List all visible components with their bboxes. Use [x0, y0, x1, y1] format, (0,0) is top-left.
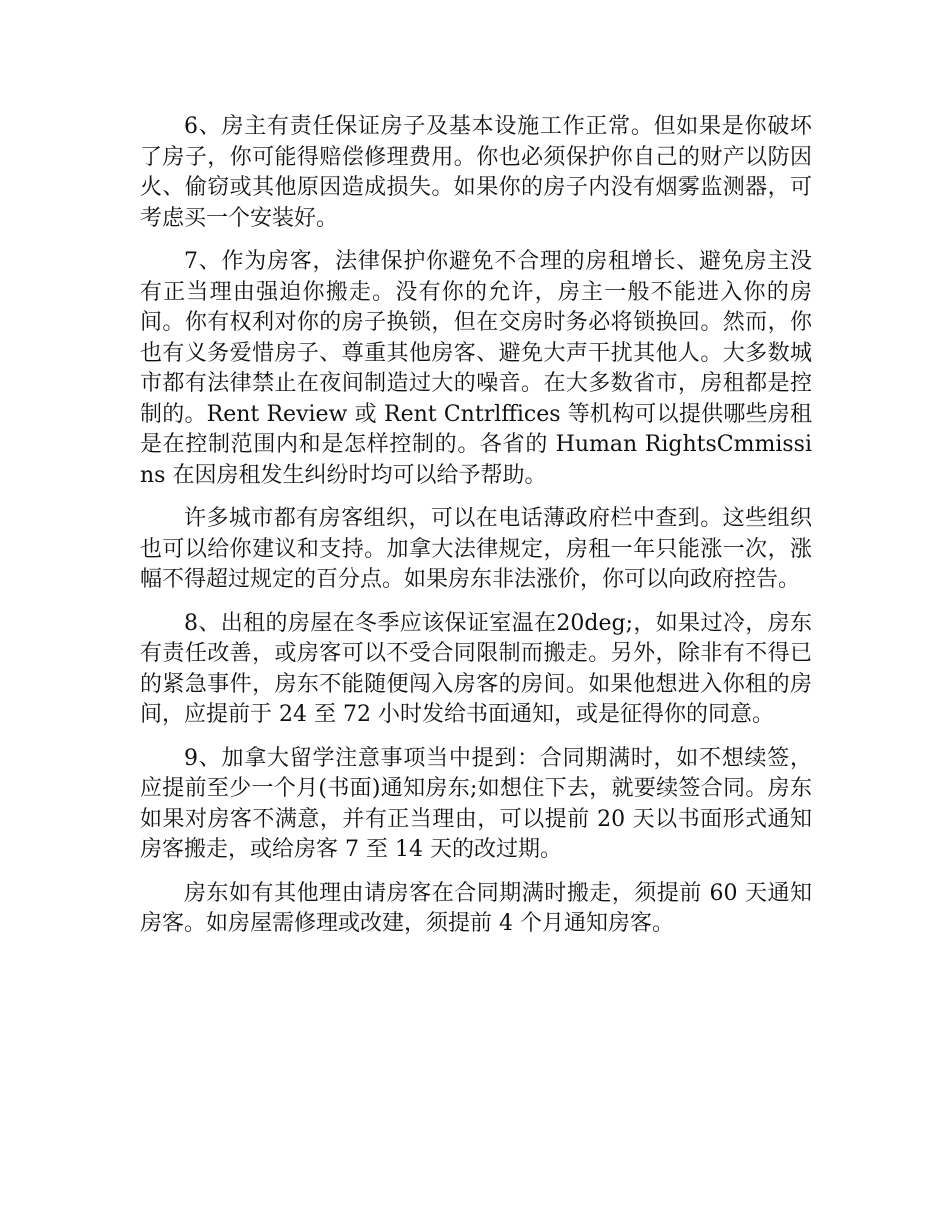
paragraph-contract-expiry: 9、加拿大留学注意事项当中提到：合同期满时，如不想续签，应提前至少一个月(书面)通知房东;如想住下去，就要续签合同。房东如果对房客不满意，并有正当理由，可以提前 20 天以书面形式通知房客搬走，或给房客 7 至 14 天的改过期。: [140, 745, 812, 862]
paragraph-landlord-responsibility: 6、房主有责任保证房子及基本设施工作正常。但如果是你破坏了房子，你可能得赔偿修理费用。你也必须保护你自己的财产以防因火、偷窃或其他原因造成损失。如果你的房子内没有烟雾监测器，可考虑买一个安装好。: [140, 114, 812, 231]
document-body: [140, 112, 812, 953]
paragraph-tenant-organizations: 许多城市都有房客组织，可以在电话薄政府栏中查到。这些组织也可以给你建议和支持。加拿大法律规定，房租一年只能涨一次，涨幅不得超过规定的百分点。如果房东非法涨价，你可以向政府控告。: [140, 506, 812, 592]
paragraph-notice-period: 房东如有其他理由请房客在合同期满时搬走，须提前 60 天通知房客。如房屋需修理或改建，须提前 4 个月通知房客。: [140, 880, 812, 936]
paragraph-tenant-protection: 7、作为房客，法律保护你避免不合理的房租增长、避免房主没有正当理由强迫你搬走。没有你的允许，房主一般不能进入你的房间。你有权利对你的房子换锁，但在交房时务必将锁换回。然而，你也有义务爱惜房子、尊重其他房客、避免大声干扰其他人。大多数城市都有法律禁止在夜间制造过大的噪音。在大多数省市，房租都是控制的。Rent Review 或 Rent Cntrlffices 等机构可以提供哪些房租是在控制范围内和是怎样控制的。各省的 Human RightsCmmissins 在因房租发生纠纷时均可以给予帮助。: [140, 249, 812, 488]
paragraph-winter-temperature: 8、出租的房屋在冬季应该保证室温在20deg;，如果过冷，房东有责任改善，或房客可以不受合同限制而搬走。另外，除非有不得已的紧急事件，房东不能随便闯入房客的房间。如果他想进入你租的房间，应提前于 24 至 72 小时发给书面通知，或是征得你的同意。: [140, 610, 812, 727]
